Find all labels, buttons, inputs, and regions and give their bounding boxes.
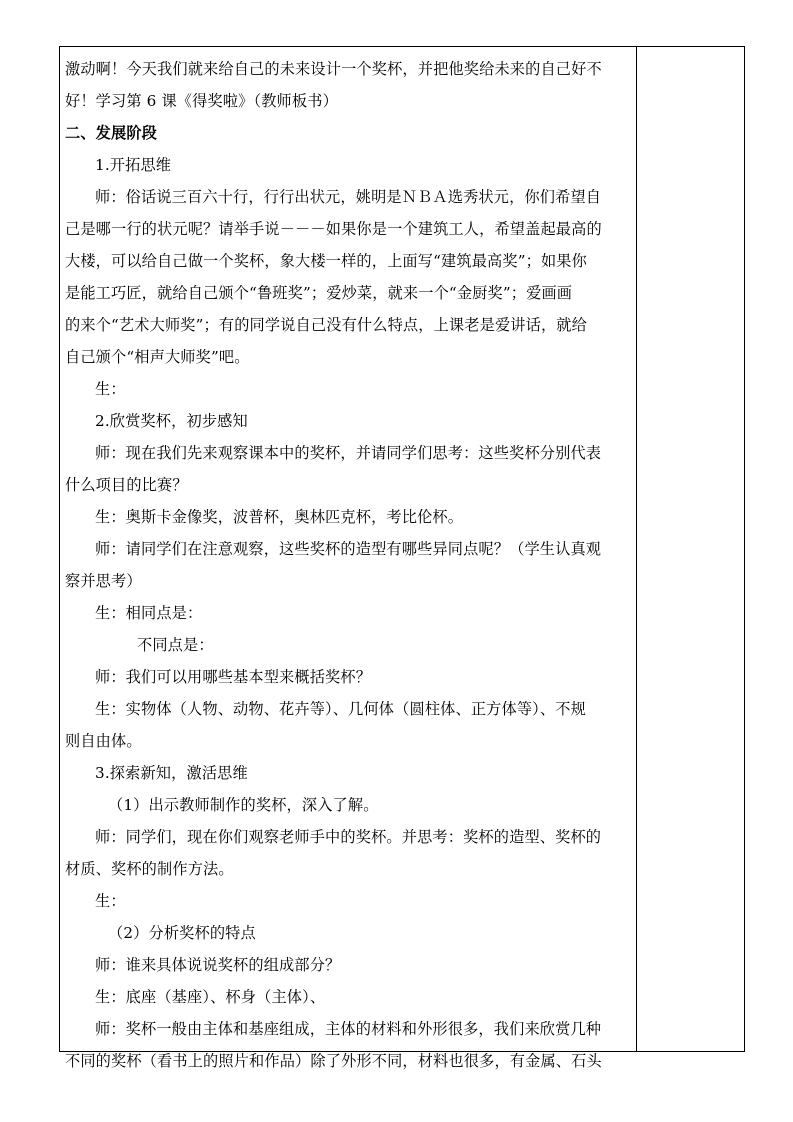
paragraph-line: 自己颁个“相声大师奖”吧。 — [65, 348, 250, 366]
paragraph-line: 师：现在我们先来观察课本中的奖杯，并请同学们思考：这些奖杯分别代表 — [95, 444, 602, 462]
paragraph-line: 好！学习第 6 课《得奖啦》（教师板书） — [65, 92, 338, 110]
section-heading: 二、发展阶段 — [65, 124, 158, 142]
paragraph-line: 的来个“艺术大师奖”；有的同学说自己没有什么特点，上课老是爱讲话，就给 — [65, 316, 587, 334]
subsection-step: （2）分析奖杯的特点 — [108, 924, 256, 942]
paragraph-line: 生： — [95, 892, 126, 910]
lesson-content-cell — [65, 53, 631, 1077]
paragraph-line: 材质、奖杯的制作方法。 — [65, 860, 234, 878]
paragraph-line: 生：底座（基座）、杯身（主体）、 — [95, 988, 326, 1006]
paragraph-line: 察并思考） — [65, 572, 142, 590]
paragraph-line: 大楼，可以给自己做一个奖杯，象大楼一样的，上面写“建筑最高奖”；如果你 — [65, 252, 587, 270]
paragraph-line: 不同的奖杯（看书上的照片和作品）除了外形不同，材料也很多，有金属、石头 — [65, 1052, 602, 1070]
paragraph-line: 生：实物体（人物、动物、花卉等）、几何体（圆柱体、正方体等）、不规 — [95, 700, 586, 718]
subsection-heading: 2.欣赏奖杯，初步感知 — [95, 412, 248, 430]
paragraph-line: 生： — [95, 380, 126, 398]
paragraph-line: 激动啊！今天我们就来给自己的未来设计一个奖杯，并把他奖给未来的自己好不 — [65, 60, 602, 78]
lesson-plan-table — [59, 46, 745, 1070]
paragraph-line: 是能工巧匠，就给自己颁个“鲁班奖”；爱炒菜，就来一个“金厨奖”；爱画画 — [65, 284, 573, 302]
paragraph-line: 师：我们可以用哪些基本型来概括奖杯？ — [95, 668, 372, 686]
paragraph-line: 则自由体。 — [65, 732, 142, 750]
paragraph-line: 己是哪一行的状元呢？请举手说－－－如果你是一个建筑工人，希望盖起最高的 — [65, 220, 602, 238]
column-divider — [636, 47, 637, 1051]
paragraph-line: 师：奖杯一般由主体和基座组成，主体的材料和外形很多，我们来欣赏几种 — [95, 1020, 602, 1038]
paragraph-line: 师：俗话说三百六十行，行行出状元，姚明是ＮＢＡ选秀状元，你们希望自 — [95, 188, 602, 206]
paragraph-line: 不同点是： — [137, 636, 214, 654]
paragraph-line: 生：相同点是： — [95, 604, 203, 622]
paragraph-line: 生：奥斯卡金像奖，波普杯，奥林匹克杯，考比伦杯。 — [95, 508, 464, 526]
subsection-step: （1）出示教师制作的奖杯，深入了解。 — [108, 796, 379, 814]
paragraph-line: 师：同学们，现在你们观察老师手中的奖杯。并思考：奖杯的造型、奖杯的 — [95, 828, 602, 846]
subsection-heading: 3.探索新知，激活思维 — [95, 764, 248, 782]
paragraph-line: 师：请同学们在注意观察，这些奖杯的造型有哪些异同点呢？（学生认真观 — [95, 540, 602, 558]
paragraph-line: 什么项目的比赛？ — [65, 476, 188, 494]
subsection-heading: 1.开拓思维 — [95, 156, 172, 174]
paragraph-line: 师：谁来具体说说奖杯的组成部分？ — [95, 956, 341, 974]
